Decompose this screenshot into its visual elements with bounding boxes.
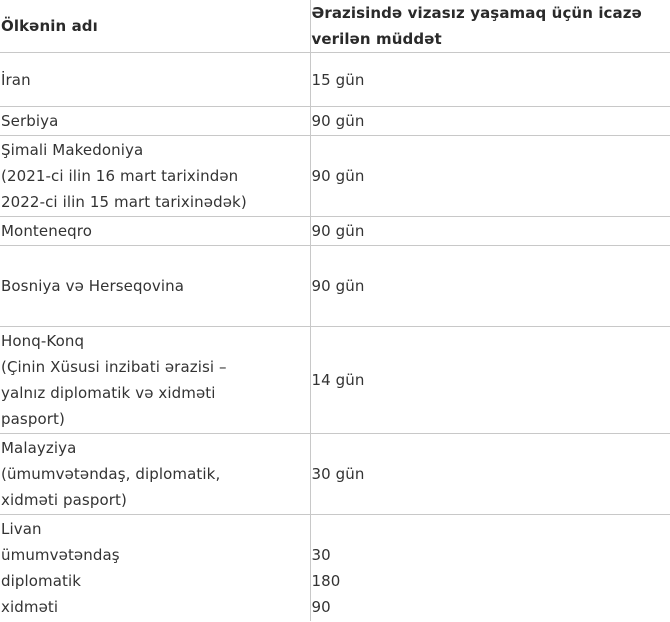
country-line: (Çinin Xüsusi inzibati ərazisi – — [1, 358, 227, 376]
duration-line: 90 gün — [311, 112, 365, 130]
header-duration: Ərazisində vizasız yaşamaq üçün icazə verilən müddət — [310, 0, 670, 53]
table-header-row — [0, 0, 670, 53]
country-line: 2022-ci ilin 15 mart tarixinədək) — [1, 193, 247, 211]
country-cell — [0, 434, 310, 515]
duration-line: 180 — [311, 571, 341, 590]
duration-cell — [310, 515, 670, 621]
duration-line: 90 gün — [311, 167, 365, 185]
country-line: Malayziya — [1, 439, 77, 457]
country-line: pasport) — [1, 410, 65, 428]
country-line: xidməti — [1, 597, 59, 616]
header-country: Ölkənin adı — [0, 0, 310, 53]
country-line: Monteneqro — [1, 222, 93, 240]
table-row — [0, 53, 670, 107]
table-row — [0, 434, 670, 515]
country-line: Honq-Konq — [1, 332, 85, 350]
table-row — [0, 136, 670, 217]
country-line: Livan — [1, 519, 42, 538]
duration-cell — [310, 136, 670, 217]
country-line: Bosniya və Herseqovina — [1, 277, 185, 295]
country-line: xidməti pasport) — [1, 491, 127, 509]
country-line: yalnız diplomatik və xidməti — [1, 384, 216, 402]
duration-cell — [310, 217, 670, 246]
country-cell — [0, 217, 310, 246]
duration-line: 15 gün — [311, 70, 365, 89]
country-cell — [0, 246, 310, 327]
duration-line: 90 gün — [311, 277, 365, 295]
country-cell — [0, 107, 310, 136]
table-row — [0, 107, 670, 136]
duration-cell — [310, 327, 670, 434]
table-row — [0, 515, 670, 621]
duration-cell — [310, 53, 670, 107]
country-line: (2021-ci ilin 16 mart tarixindən — [1, 167, 239, 185]
duration-line: 90 gün — [311, 222, 365, 240]
duration-cell — [310, 107, 670, 136]
duration-cell — [310, 434, 670, 515]
duration-line — [312, 516, 670, 542]
duration-line: 30 — [311, 545, 331, 564]
country-line: ümumvətəndaş — [1, 545, 120, 564]
duration-cell — [310, 246, 670, 327]
table-row — [0, 217, 670, 246]
country-cell — [0, 515, 310, 621]
duration-line: 14 gün — [311, 371, 365, 389]
duration-line: 30 gün — [311, 465, 365, 483]
table-row — [0, 246, 670, 327]
duration-line: 90 — [311, 597, 331, 616]
country-line: Şimali Makedoniya — [1, 141, 144, 159]
table-row — [0, 327, 670, 434]
country-cell — [0, 136, 310, 217]
country-line: diplomatik — [1, 571, 82, 590]
country-line: Serbiya — [1, 112, 59, 130]
country-line: (ümumvətəndaş, diplomatik, — [1, 465, 221, 483]
country-cell — [0, 327, 310, 434]
country-line: İran — [1, 70, 31, 89]
country-cell — [0, 53, 310, 107]
